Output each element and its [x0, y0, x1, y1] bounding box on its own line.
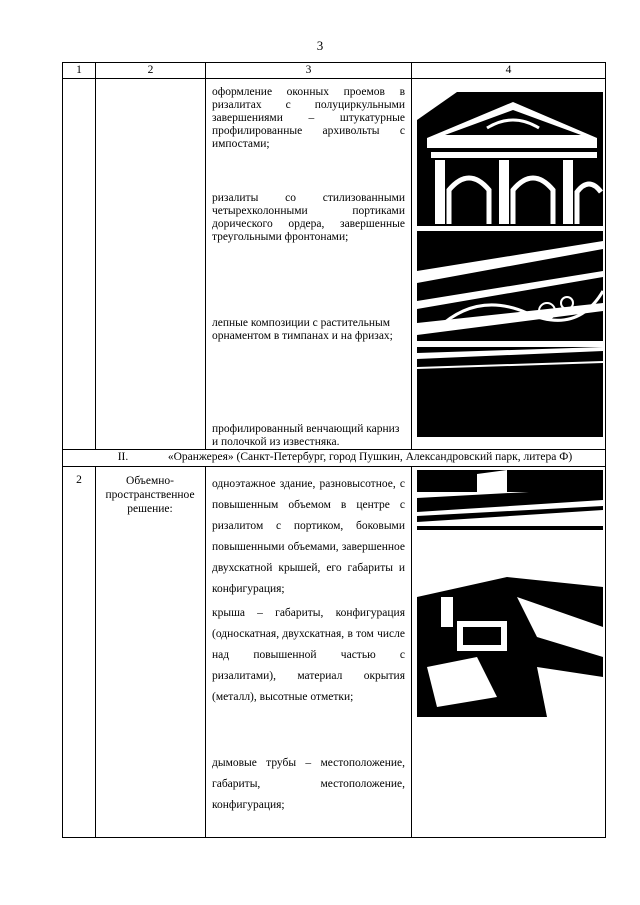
table-line: [411, 466, 412, 838]
row1-text-risalits: ризалиты со стилизованными четырехколонными портиками дорического ордера, завершенные треугольными фронтонами;: [212, 192, 405, 243]
table-line: [205, 62, 206, 450]
pediment-ornament-photo: [417, 231, 603, 341]
header-col-2: 2: [147, 64, 154, 76]
cornice-photo: [417, 347, 603, 437]
row1-text-cornice: профилированный венчающий карниз и полочкой из известняка.: [212, 423, 400, 448]
table-line: [62, 62, 606, 63]
table-line: [95, 62, 96, 450]
facade-photo: [417, 80, 603, 226]
row2-category: Объемно-пространственное решение:: [105, 475, 195, 515]
table-line: [62, 78, 606, 79]
table-line: [62, 837, 606, 838]
row1-text-windows: оформление оконных проемов в ризалитах с полуциркульными завершениями – штукатурные профилированные архивольты с импостами;: [212, 86, 405, 150]
row2-text-roof: крыша – габариты, конфигурация (односкатная, двухскатная, в том числе над повышенной частью с ризалитами), материал окрытия (металл), высотные отметки;: [212, 607, 405, 703]
page-number: 3: [316, 38, 324, 53]
row2-number: 2: [76, 474, 82, 486]
header-col-3: 3: [305, 64, 312, 76]
row1-text-stucco: лепные композиции с растительным орнаментом в тимпанах и на фризах;: [212, 317, 393, 342]
table-line: [95, 466, 96, 838]
table-line: [62, 62, 63, 838]
table-line: [205, 466, 206, 838]
header-col-4: 4: [505, 64, 512, 76]
row2-text-volume: одноэтажное здание, разновысотное, с повышенным объемом в центре с ризалитом с портиком, боковыми повышенными объемами, завершенное двухскатной крышей, его габариты и конфигурация;: [212, 478, 405, 595]
section-ii-title: «Оранжерея» (Санкт-Петербург, город Пушкин, Александровский парк, литера Ф): [167, 451, 573, 463]
table-line: [411, 62, 412, 450]
section-ii-number: II.: [117, 451, 129, 463]
row2-text-chimneys: дымовые трубы – местоположение, габариты, местоположение, конфигурация;: [212, 757, 405, 811]
orangery-exterior-photo: [417, 470, 603, 530]
roof-detail-photo: [417, 557, 603, 717]
table-line: [62, 466, 606, 467]
header-col-1: 1: [76, 64, 82, 76]
table-line: [605, 62, 606, 838]
table-line: [62, 449, 606, 450]
